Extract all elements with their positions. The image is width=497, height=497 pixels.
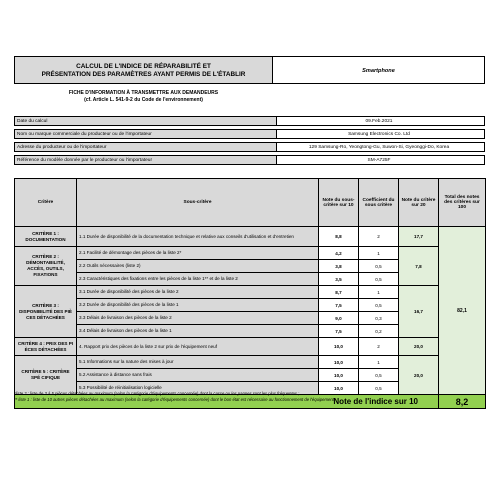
subcriterion-coef: 1: [359, 286, 399, 299]
subcriterion-coef: 0,5: [359, 273, 399, 286]
product-type: Smartphone: [273, 56, 485, 84]
final-score-label: Note de l'indice sur 10: [15, 395, 439, 409]
subcriterion-label: 5.1 Informations sur la nature des mises à jour: [77, 356, 319, 369]
subcriterion-coef: 2: [359, 227, 399, 247]
table-row: [15, 227, 486, 247]
subcriterion-label: 3.3 Délais de livraison des pièces de la liste 2: [77, 312, 319, 325]
criterion-note: 7,8: [399, 247, 439, 286]
info-label: Adresse du producteur ou de l'importateur: [15, 143, 277, 151]
subcriterion-label: 4. Rapport prix des pièces de la liste 2 sur prix de l'équipement neuf: [77, 338, 319, 356]
col-sous-critere: Sous-critère: [77, 179, 319, 227]
subcriterion-coef: 0,5: [359, 299, 399, 312]
table-row: [15, 286, 486, 299]
criterion-note: 17,7: [399, 227, 439, 247]
subcriterion-label: 5.2 Assistance à distance sans frais: [77, 369, 319, 382]
subcriterion-coef: 0,2: [359, 325, 399, 338]
col-note-sous: Note du sous-critère sur 10: [319, 179, 359, 227]
criterion-note: 16,7: [399, 286, 439, 338]
col-total: Total des notes des critères sur 100: [439, 179, 486, 227]
table-row: [15, 247, 486, 260]
fiche-heading: [14, 90, 273, 104]
title-line1: CALCUL DE L'INDICE DE RÉPARABILITÉ ET: [76, 63, 211, 70]
info-label: Date du calcul: [15, 117, 277, 125]
subcriterion-coef: 0,3: [359, 312, 399, 325]
subcriterion-score: 10,0: [319, 338, 359, 356]
subcriterion-score: 8,8: [319, 227, 359, 247]
subcriterion-score: 3,5: [319, 273, 359, 286]
footnote-list1: ** liste 1 : liste de 10 autres pièces détachées au maximum (selon la catégorie d'équipements concernée) dont le bon état est nécessaire au fonctionnement de l'équipement.: [14, 397, 335, 402]
subcriterion-coef: 0,5: [359, 260, 399, 273]
subcriterion-score: 3,8: [319, 260, 359, 273]
subcriterion-coef: 0,5: [359, 369, 399, 382]
info-row-address: [14, 142, 485, 152]
title-box: [14, 56, 273, 84]
subcriterion-score: 9,0: [319, 312, 359, 325]
subcriterion-score: 4,2: [319, 247, 359, 260]
footnote-list2: *liste 2 : liste de 3 à 5 pièces détachées au maximum (selon la catégorie d'équipements concernée) dont la casse ou les pannes sont les plus fréquentes ;: [14, 391, 300, 396]
final-score-value: 8,2: [439, 395, 486, 409]
info-row-date: [14, 116, 485, 126]
info-row-producer: [14, 129, 485, 139]
criterion-note: 20,0: [399, 338, 439, 356]
subcriterion-label: 2.2 Outils nécessaires (liste 2): [77, 260, 319, 273]
criterion-name: CRITÈRE 1 : DOCUMENTATION: [15, 227, 77, 247]
table-header-row: [15, 179, 486, 227]
subcriterion-score: 8,7: [319, 286, 359, 299]
col-coef: Coefficient du sous critère: [359, 179, 399, 227]
total-score: 82,1: [439, 227, 486, 395]
info-row-model: [14, 155, 485, 165]
subcriterion-label: 1.1 Durée de disponibilité de la documentation technique et relative aux conseils d'utilisation et d'entretien: [77, 227, 319, 247]
info-value: 09.Feb.2021: [365, 119, 393, 124]
subcriterion-label: 5.3 Possibilité de réinitialisation logicielle: [77, 382, 319, 395]
criterion-note: 20,0: [399, 356, 439, 395]
subcriterion-coef: 1: [359, 247, 399, 260]
criterion-name: CRITÈRE 2 : DÉMONTABILITÉ, ACCÈS, OUTILS, FIXATIONS: [15, 247, 77, 286]
subcriterion-score: 10,0: [319, 356, 359, 369]
subcriterion-score: 10,0: [319, 369, 359, 382]
col-note-critere: Note du critère sur 20: [399, 179, 439, 227]
criterion-name: CRITÈRE 5 : CRITÈRE SPÉ CIFIQUE: [15, 356, 77, 395]
col-critere: Critère: [15, 179, 77, 227]
subcriterion-label: 2.3 Caractéristiques des fixations entre les pièces de la liste 1** et de la liste 2: [77, 273, 319, 286]
subcriterion-label: 3.1 Durée de disponibilité des pièces de la liste 2: [77, 286, 319, 299]
info-value: 129 Samsung-Ro, Yeongtong-Gu, Suwon-Si, Gyeonggi-Do, Korea: [308, 145, 450, 150]
footnotes: [14, 391, 485, 403]
info-label: Référence du modèle donnée par le producteur ou l'importateur: [15, 156, 277, 164]
subcriterion-score: 7,5: [319, 299, 359, 312]
info-value: Samsung Electronics Co. Ltd: [348, 132, 410, 137]
title-line2: PRÉSENTATION DES PARAMÈTRES AYANT PERMIS DE L'ÉTABLIR: [41, 71, 246, 78]
table-row: [15, 338, 486, 356]
criterion-name: CRITÈRE 3 : DISPONIBILITÉ DES PIÈ CES DÉTACHÉES: [15, 286, 77, 338]
fiche-line1: FICHE D'INFORMATION À TRANSMETTRE AUX DEMANDEURS: [68, 90, 219, 96]
repairability-table: [14, 178, 486, 409]
subcriterion-score: 7,5: [319, 325, 359, 338]
subcriterion-coef: 0,5: [359, 382, 399, 395]
subcriterion-coef: 2: [359, 338, 399, 356]
info-label: Nom ou marque commerciale du producteur ou de l'importateur: [15, 130, 277, 138]
criterion-name: CRITÈRE 4 : PRIX DES PI ÈCES DÉTACHÉES: [15, 338, 77, 356]
subcriterion-label: 3.4 Délais de livraison des pièces de la liste 1: [77, 325, 319, 338]
fiche-line2: (cf. Article L. 541-9-2 du Code de l'environnement): [84, 97, 203, 103]
subcriterion-score: 10,0: [319, 382, 359, 395]
table-row: [15, 356, 486, 369]
subcriterion-coef: 1: [359, 356, 399, 369]
subcriterion-label: 3.2 Durée de disponibilité des pièces de la liste 1: [77, 299, 319, 312]
subcriterion-label: 2.1 Facilité de démontage des pièces de la liste 2*: [77, 247, 319, 260]
info-value: SM-A725F: [367, 158, 391, 163]
